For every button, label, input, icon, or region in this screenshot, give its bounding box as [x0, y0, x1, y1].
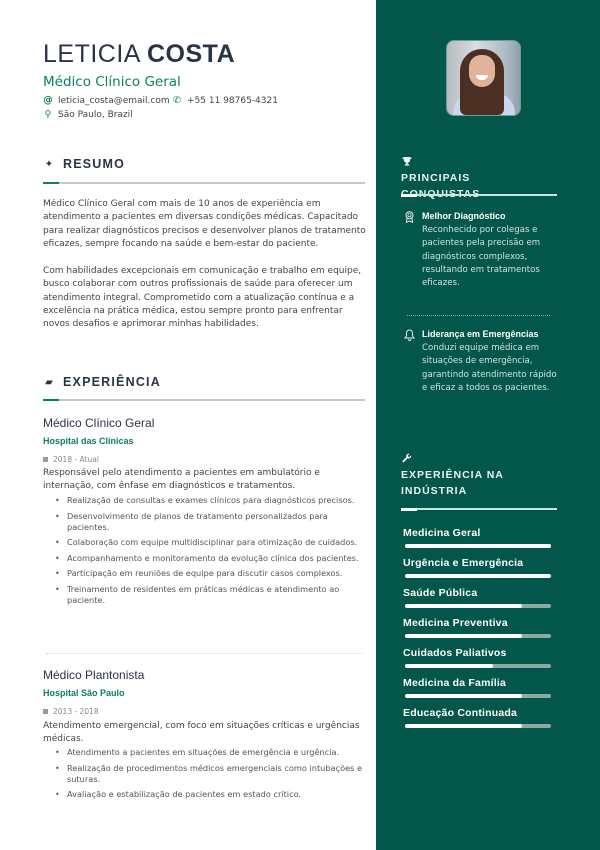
phone-text[interactable]: +55 11 98765-4321 [187, 95, 278, 106]
industry-title: EXPERIÊNCIA NA INDÚSTRIA [401, 469, 504, 497]
skill-item [403, 677, 553, 698]
skill-name: Medicina Geral [403, 527, 481, 539]
sparkle-icon: ✦ [44, 158, 54, 170]
skill-level-fill [405, 544, 551, 548]
summary-divider [43, 182, 365, 184]
skill-level-bar [405, 664, 551, 668]
skill-item [403, 647, 553, 668]
skill-item [403, 527, 553, 548]
summary-title: RESUMO [63, 157, 126, 171]
achievements-title: PRINCIPAIS [401, 172, 471, 184]
job-company: Hospital das Clínicas [43, 436, 134, 446]
job-separator [46, 653, 362, 654]
contact-email[interactable] [43, 95, 170, 106]
skill-level-fill [405, 664, 493, 668]
job-bullets [55, 495, 367, 610]
job-bullet: • Participação em reuniões de equipe para discutir casos complexos. [55, 568, 367, 579]
skill-name: Saúde Pública [403, 587, 478, 599]
summary-heading [43, 157, 125, 171]
skill-item [403, 617, 553, 638]
achievement-separator [407, 315, 550, 316]
industry-divider [401, 508, 557, 510]
skill-name: Medicina da Família [403, 677, 506, 689]
phone-icon: ✆ [173, 95, 181, 106]
skill-level-fill [405, 604, 522, 608]
job-bullet: • Acompanhamento e monitoramento da evolução clínica dos pacientes. [55, 553, 367, 564]
bell-icon [404, 329, 415, 344]
skill-level-bar [405, 634, 551, 638]
experience-title: EXPERIÊNCIA [63, 375, 161, 389]
wrench-icon [402, 453, 412, 466]
skill-item [403, 557, 553, 578]
achievement-item [404, 329, 564, 419]
achievement-item [404, 211, 564, 301]
achievement-description: Reconhecido por colegas e pacientes pela precisão em diagnósticos complexos, resultando em tratamentos eficazes. [422, 225, 541, 289]
skill-level-fill [405, 634, 522, 638]
calendar-icon [43, 709, 48, 714]
skill-item [403, 587, 553, 608]
skill-level-bar [405, 694, 551, 698]
job-bullet: • Realização de consultas e exames clínicos para diagnósticos precisos. [55, 495, 367, 506]
achievement-description: Conduzi equipe médica em situações de emergência, garantindo atendimento rápido e eficaz a todos os pacientes. [422, 343, 557, 393]
skill-level-bar [405, 604, 551, 608]
skill-name: Urgência e Emergência [403, 557, 524, 569]
job-description: Responsável pelo atendimento a pacientes em ambulatório e internação, com ênfase em diagnósticos e tratamentos. [43, 468, 320, 491]
first-name: LETICIA [43, 40, 141, 68]
job-bullet: • Colaboração com equipe multidisciplinar para otimização de cuidados. [55, 537, 367, 548]
email-icon: @ [43, 95, 53, 106]
skill-level-bar [405, 724, 551, 728]
experience-divider [43, 399, 365, 401]
last-name: COSTA [146, 40, 236, 68]
job-company: Hospital São Paulo [43, 688, 125, 698]
achievement-title: Melhor Diagnóstico [422, 211, 506, 221]
skill-level-fill [405, 694, 522, 698]
contact-location [43, 109, 133, 120]
job-dates-text: 2018 - Atual [53, 455, 99, 464]
email-text[interactable]: leticia_costa@email.com [58, 95, 170, 106]
summary-paragraph-1: Médico Clínico Geral com mais de 10 anos de experiência em atendimento a pacientes em diversas condições médicas. Capacitado para realizar diagnósticos precisos e desenvolver planos de tratamento eficazes, sempre focando na saúde e bem-estar do paciente. [43, 199, 366, 249]
job-bullet: • Treinamento de residentes em práticas médicas e atendimento ao paciente. [55, 584, 367, 606]
job-bullet: • Desenvolvimento de planos de tratamento personalizados para pacientes. [55, 511, 367, 533]
contact-phone[interactable] [172, 95, 278, 106]
summary-paragraph-2: Com habilidades excepcionais em comunicação e trabalho em equipe, busco colaborar com outros profissionais de saúde para oferecer um atendimento integral. Comprometido com a atualização contínua e a excelência na prática médica, estou sempre pronto para enfrentar novos desafios e aprimorar minhas habilidades. [43, 266, 362, 330]
job-dates [43, 455, 99, 464]
experience-heading [43, 375, 161, 389]
candidate-name [43, 40, 235, 69]
skill-name: Medicina Preventiva [403, 617, 508, 629]
briefcase-icon: ▰ [45, 376, 53, 388]
skill-level-fill [405, 574, 551, 578]
job-title: Médico Plantonista [43, 668, 145, 682]
skill-level-bar [405, 544, 551, 548]
job-description: Atendimento emergencial, com foco em situações críticas e urgências médicas. [43, 721, 360, 744]
achievement-title: Liderança em Emergências [422, 329, 539, 339]
profile-photo [446, 40, 521, 116]
job-role: Médico Clínico Geral [43, 74, 181, 90]
job-bullet: • Realização de procedimentos médicos emergenciais como intubações e suturas. [55, 763, 367, 785]
skill-level-bar [405, 574, 551, 578]
job-title: Médico Clínico Geral [43, 416, 155, 430]
job-dates [43, 707, 99, 716]
calendar-icon [43, 457, 48, 462]
achievements-divider [401, 194, 557, 196]
job-dates-text: 2013 - 2018 [53, 707, 99, 716]
medal-icon [404, 211, 415, 226]
location-text: São Paulo, Brazil [58, 109, 133, 120]
skill-name: Educação Continuada [403, 707, 518, 719]
skill-level-fill [405, 724, 522, 728]
job-bullets [55, 747, 367, 805]
trophy-icon [402, 156, 412, 169]
location-pin-icon: ⚲ [44, 109, 52, 120]
skill-name: Cuidados Paliativos [403, 647, 507, 659]
job-bullet: • Avaliação e estabilização de pacientes em estado crítico. [55, 789, 367, 800]
job-bullet: • Atendimento a pacientes em situações de emergência e urgência. [55, 747, 367, 758]
skill-item [403, 707, 553, 728]
